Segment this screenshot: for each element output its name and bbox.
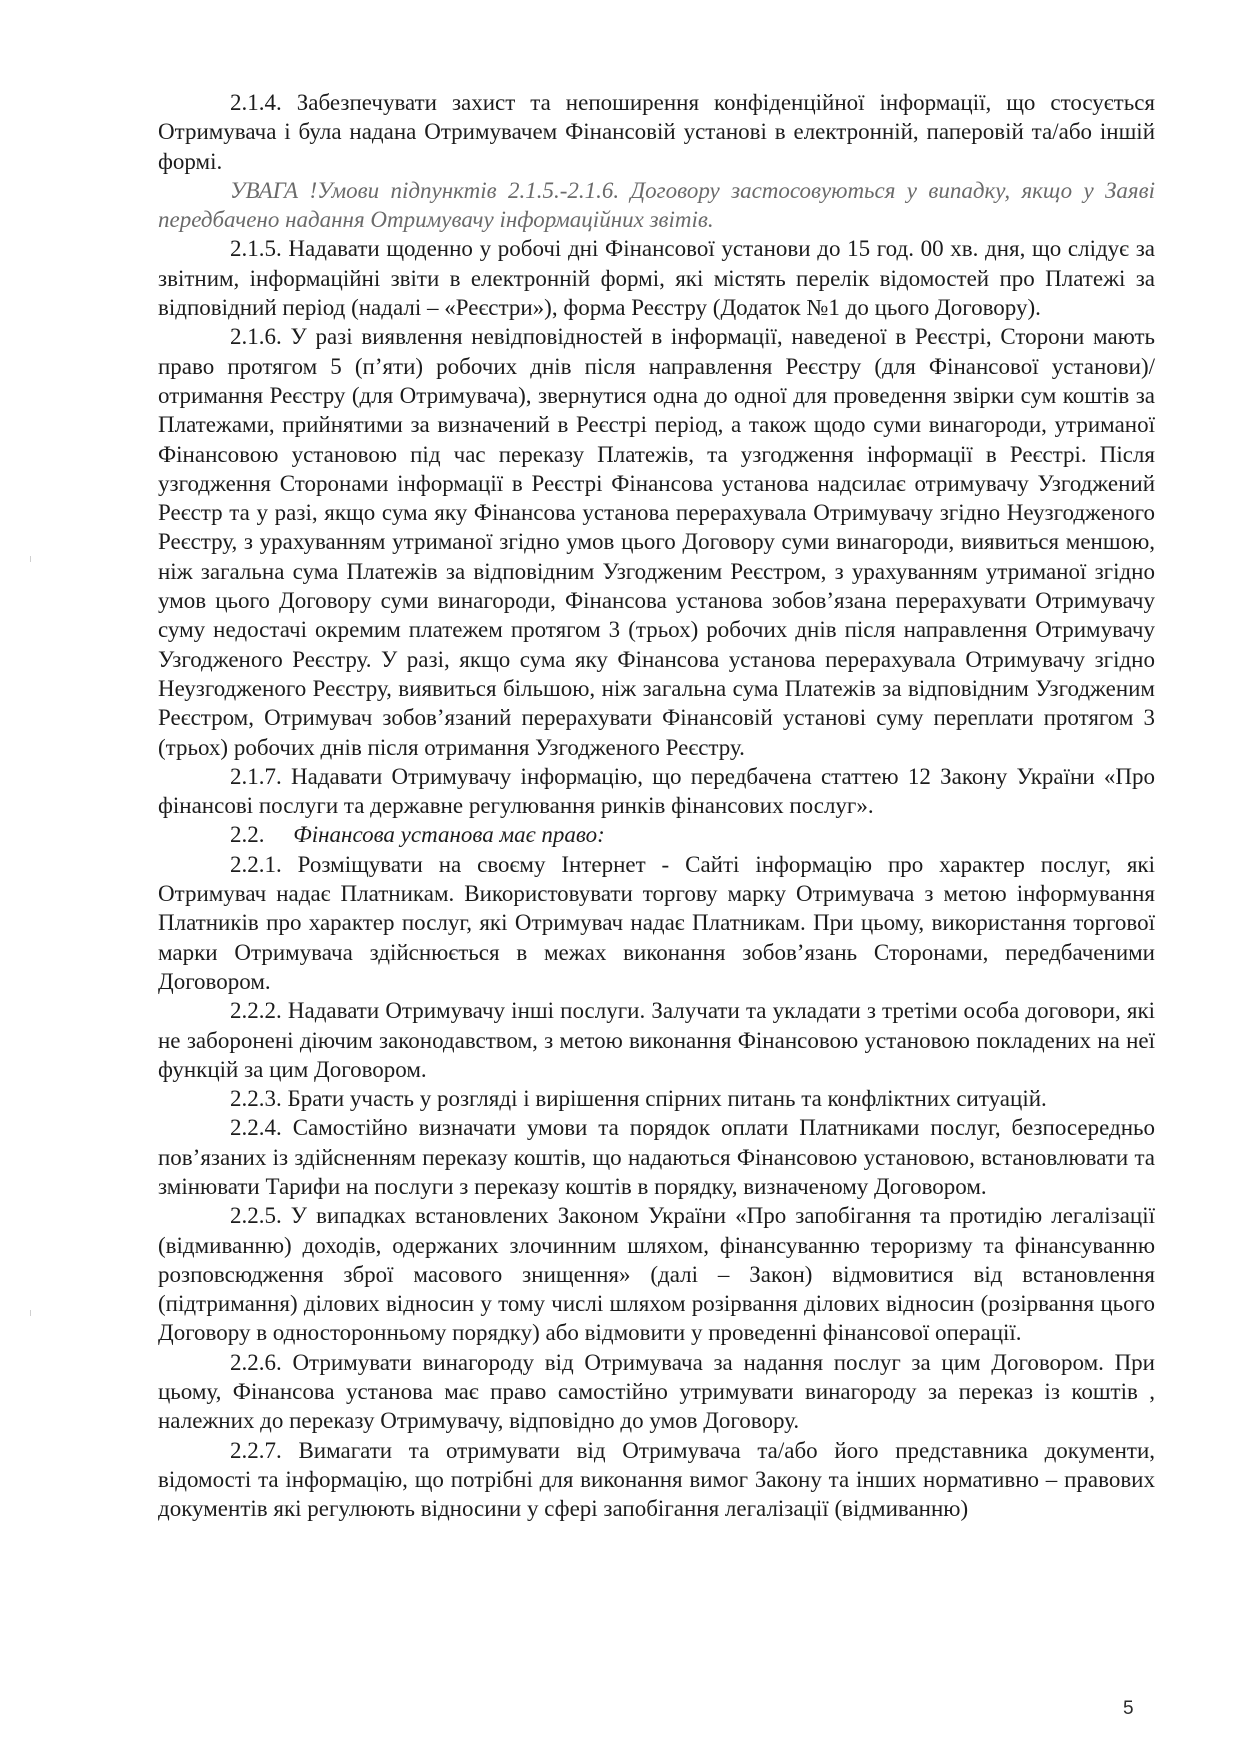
paragraph-2-2-5 <box>158 1201 1155 1347</box>
clause-number: 2.2.1. <box>230 851 282 877</box>
clause-number: 2.2.2. <box>230 998 282 1024</box>
paragraph-2-2-1 <box>158 850 1155 996</box>
clause-text: Надавати щоденно у робочі дні Фінансової установи до 15 год. 00 хв. дня, що слідує за звітним, інформаційні звіти в електронній формі, які містять перелік відомостей про Платежі за відповідний період (надалі – «Реєстри»), форма Реєстру (Додаток №1 до цього Договору). <box>158 236 1156 321</box>
section-number: 2.2. <box>230 822 265 848</box>
clause-number: 2.2.6. <box>230 1349 282 1375</box>
paragraph-2-2-4 <box>158 1113 1155 1201</box>
clause-number: 2.1.6. <box>230 324 282 350</box>
section-heading-2-2 <box>158 820 1155 849</box>
clause-number: 2.1.7. <box>230 763 282 789</box>
clause-number: 2.1.4. <box>230 90 282 115</box>
paragraph-2-2-7 <box>158 1436 1155 1524</box>
scan-margin-mark <box>30 556 31 562</box>
paragraph-2-1-5 <box>158 234 1155 322</box>
page-number: 5 <box>1123 1698 1134 1719</box>
section-title: Фінансова установа має право: <box>293 822 605 848</box>
clause-number: 2.2.3. <box>230 1086 282 1112</box>
scan-margin-mark <box>30 1310 31 1316</box>
paragraph-2-1-6 <box>158 322 1155 761</box>
clause-text: Вимагати та отримувати від Отримувача та/або його представника документи, відомості та інформацію, що потрібні для виконання вимог Закону та інших нормативно – правових документів які регулюють відносини у сфері запобігання легалізації (відмиванню) <box>158 1437 1156 1522</box>
clause-text: У випадках встановлених Законом України «Про запобігання та протидію легалізації (відмиванню) доходів, одержаних злочинним шляхом, фінансуванню тероризму та фінансуванню розповсюдження зброї масового знищення» (далі – Закон) відмовитися від встановлення (підтримання) ділових відносин у тому числі шляхом розірвання ділових відносин (розірвання цього Договору в односторонньому порядку) або відмовити у проведенні фінансової операції. <box>158 1203 1156 1346</box>
clause-text: Розміщувати на своєму Інтернет - Сайті інформацію про характер послуг, які Отримувач надає Платникам. Використовувати торгову марку Отримувача з метою інформування Платників про характер послуг, які Отримувач надає Платникам. При цьому, використання торгової марки Отримувача здійснюється в межах виконання зобов’язань Сторонами, передбаченими Договором. <box>158 851 1156 994</box>
note-text: УВАГА !Умови підпунктів 2.1.5.-2.1.6. Договору застосовуються у випадку, якщо у Заяві передбачено надання Отримувачу інформаційних звітів. <box>158 177 1155 233</box>
clause-number: 2.2.4. <box>230 1115 282 1141</box>
clause-text: Забезпечувати захист та непоширення конфіденційної інформації, що стосується Отримувача і була надана Отримувачем Фінансовій установі в електронній, паперовій та/або іншій формі. <box>158 90 1156 174</box>
clause-text: Самостійно визначати умови та порядок оплати Платниками послуг, безпосередньо пов’язаних із здійсненням переказу коштів, що надаються Фінансовою установою, встановлювати та змінювати Тарифи на послуги з переказу коштів в порядку, визначеному Договором. <box>158 1115 1156 1199</box>
clause-text: Надавати Отримувачу інформацію, що передбачена статтею 12 Закону України «Про фінансові послуги та державне регулювання ринків фінансових послуг». <box>158 763 1156 819</box>
paragraph-2-1-4 <box>158 88 1155 176</box>
attention-note <box>158 176 1155 235</box>
paragraph-2-2-6 <box>158 1348 1155 1436</box>
clause-number: 2.2.5. <box>230 1203 282 1229</box>
clause-text: Отримувати винагороду від Отримувача за надання послуг за цим Договором. При цьому, Фінансова установа має право самостійно утримувати винагороду за переказ із коштів , належних до переказу Отримувачу, відповідно до умов Договору. <box>158 1349 1155 1434</box>
clause-number: 2.2.7. <box>230 1437 282 1463</box>
paragraph-2-2-3 <box>158 1084 1155 1113</box>
clause-text: У разі виявлення невідповідностей в інформації, наведеної в Реєстрі, Сторони мають право протягом 5 (п’яти) робочих днів після направлення Реєстру (для Фінансової установи)/отримання Реєстру (для Отримувача), звернутися одна до одної для проведення звірки сум коштів за Платежами, прийнятими за визначений в Реєстрі період, а також щодо суми винагороди, утриманої Фінансовою установою під час переказу Платежів, та узгодження інформації в Реєстрі. Після узгодження Сторонами інформації в Реєстрі Фінансова установа надсилає отримувачу Узгоджений Реєстр та у разі, якщо сума яку Фінансова установа перерахувала Отримувачу згідно Неузгодженого Реєстру, з урахуванням утриманої згідно умов цього Договору суми винагороди, виявиться меншою, ніж загальна сума Платежів за відповідним Узгодженим Реєстром, з урахуванням утриманої згідно умов цього Договору суми винагороди, Фінансова установа зобов’язана перерахувати Отримувачу суму недостачі окремим платежем протягом 3 (трьох) робочих днів після направлення Отримувачу Узгодженого Реєстру. У разі, якщо сума яку Фінансова установа перерахувала Отримувачу згідно Неузгодженого Реєстру, виявиться більшою, ніж загальна сума Платежів за відповідним Узгодженим Реєстром, Отримувач зобов’язаний перерахувати Фінансовій установі суму переплати протягом 3 (трьох) робочих днів після отримання Узгодженого Реєстру. <box>158 324 1155 760</box>
paragraph-2-1-7 <box>158 762 1155 821</box>
paragraph-2-2-2 <box>158 996 1155 1084</box>
clause-number: 2.1.5. <box>230 236 282 262</box>
clause-text: Надавати Отримувачу інші послуги. Залучати та укладати з третіми особа договори, які не заборонені діючим законодавством, з метою виконання Фінансовою установою покладених на неї функцій за цим Договором. <box>158 998 1156 1082</box>
clause-text: Брати участь у розгляді і вирішення спірних питань та конфліктних ситуацій. <box>287 1086 1047 1112</box>
